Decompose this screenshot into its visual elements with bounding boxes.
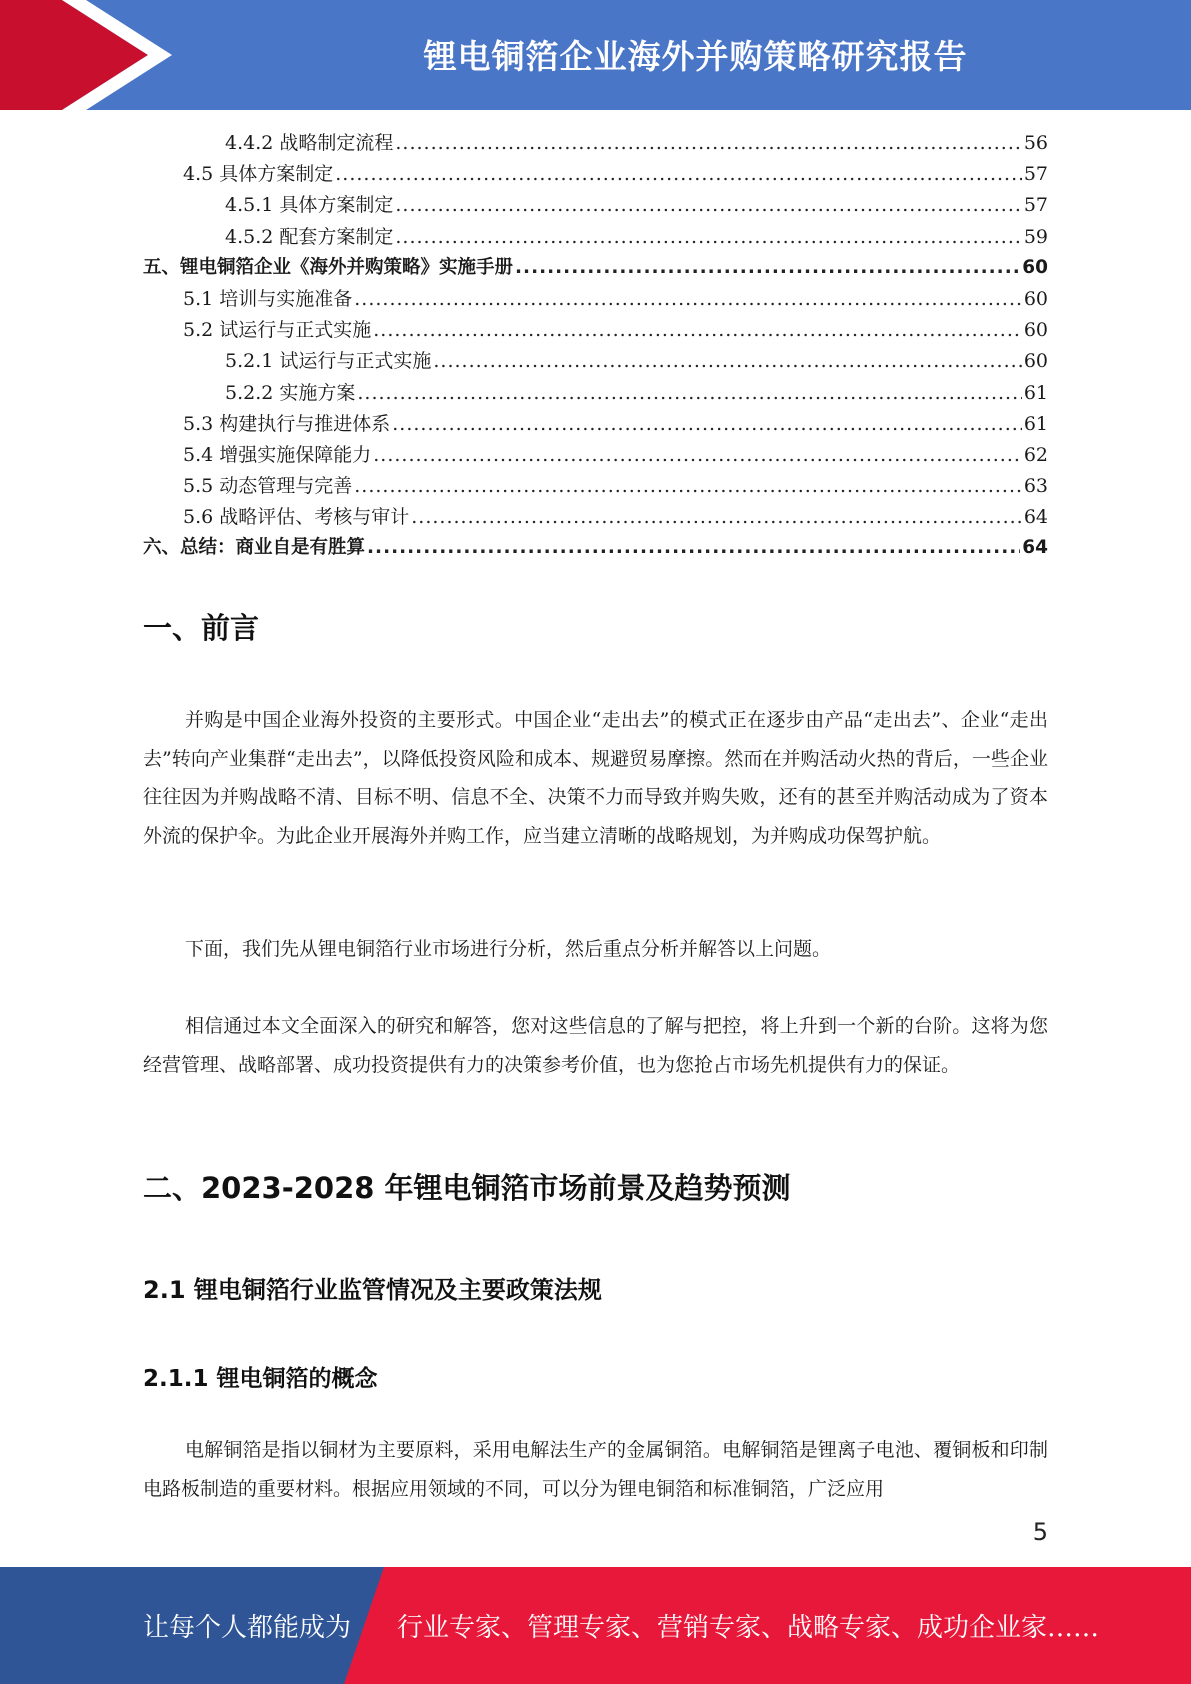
toc-dot-leader <box>433 350 1021 372</box>
footer-slogan-right: 行业专家、管理专家、营销专家、战略专家、成功企业家…… <box>397 1613 1100 1643</box>
toc-entry[interactable] <box>143 159 1048 190</box>
toc-entry[interactable] <box>143 378 1048 409</box>
toc-entry[interactable] <box>143 222 1048 253</box>
toc-entry-label: 4.5 具体方案制定 <box>183 163 334 186</box>
toc-entry-page: 60 <box>1022 256 1048 278</box>
preface-paragraph-3: 相信通过本文全面深入的研究和解答，您对这些信息的了解与把控，将上升到一个新的台阶。这将为您经营管理、战略部署、成功投资提供有力的决策参考价值，也为您抢占市场先机提供有力的保证。 <box>143 1015 1048 1076</box>
page-footer <box>0 1567 1191 1684</box>
toc-dot-leader <box>373 319 1022 341</box>
toc-entry-page: 64 <box>1022 537 1048 559</box>
toc-dot-leader <box>392 413 1022 435</box>
toc-dot-leader <box>367 537 1020 558</box>
toc-entry[interactable] <box>143 253 1048 284</box>
toc-dot-leader <box>354 288 1022 310</box>
toc-entry-page: 61 <box>1023 381 1048 404</box>
toc-entry-page: 60 <box>1023 319 1048 342</box>
toc-entry-label: 5.2.1 试运行与正式实施 <box>225 350 432 373</box>
preface-paragraph-2: 下面，我们先从锂电铜箔行业市场进行分析，然后重点分析并解答以上问题。 <box>185 938 832 960</box>
toc-entry-page: 59 <box>1023 225 1048 248</box>
toc-entry-page: 64 <box>1023 506 1048 529</box>
section-heading-market-forecast: 二、2023-2028 年锂电铜箔市场前景及趋势预测 <box>143 1171 791 1205</box>
toc-dot-leader <box>357 382 1021 404</box>
toc-entry[interactable] <box>143 533 1048 564</box>
toc-entry-label: 六、总结：商业自是有胜算 <box>143 537 366 559</box>
toc-dot-leader <box>395 132 1021 154</box>
toc-entry-page: 61 <box>1023 412 1048 435</box>
toc-entry-label: 4.5.2 配套方案制定 <box>225 225 394 248</box>
toc-entry[interactable] <box>143 284 1048 315</box>
toc-entry-label: 5.6 战略评估、考核与审计 <box>183 506 410 529</box>
subsection-heading-regulation: 2.1 锂电铜箔行业监管情况及主要政策法规 <box>143 1276 602 1304</box>
toc-entry-page: 56 <box>1023 132 1048 154</box>
toc-entry[interactable] <box>143 128 1048 159</box>
toc-entry-page: 57 <box>1023 194 1048 217</box>
toc-entry-label: 4.5.1 具体方案制定 <box>225 194 394 217</box>
table-of-contents <box>143 128 1048 565</box>
toc-entry-page: 62 <box>1023 443 1048 466</box>
toc-entry-label: 5.5 动态管理与完善 <box>183 475 353 498</box>
toc-dot-leader <box>395 226 1021 248</box>
preface-paragraph-1: 并购是中国企业海外投资的主要形式。中国企业“走出去”的模式正在逐步由产品“走出去”、企业“走出去”转向产业集群“走出去”，以降低投资风险和成本、规避贸易摩擦。然而在并购活动火热的背后，一些企业往往因为并购战略不清、目标不明、信息不全、决策不力而导致并购失败，还有的甚至并购活动成为了资本外流的保护伞。为此企业开展海外并购工作，应当建立清晰的战略规划，为并购成功保驾护航。 <box>143 709 1048 847</box>
page-number: 5 <box>1032 1518 1048 1546</box>
toc-entry-page: 60 <box>1023 287 1048 310</box>
concept-paragraph: 电解铜箔是指以铜材为主要原料，采用电解法生产的金属铜箔。电解铜箔是锂离子电池、覆铜板和印制电路板制造的重要材料。根据应用领域的不同，可以分为锂电铜箔和标准铜箔，广泛应用 <box>143 1439 1048 1500</box>
toc-dot-leader <box>354 475 1022 497</box>
toc-entry-label: 五、锂电铜箔企业《海外并购策略》实施手册 <box>143 256 514 278</box>
toc-entry-page: 63 <box>1023 475 1048 498</box>
footer-slogan-left: 让每个人都能成为 <box>143 1613 352 1643</box>
toc-entry-page: 57 <box>1023 163 1048 186</box>
toc-entry-label: 5.3 构建执行与推进体系 <box>183 412 391 435</box>
report-title: 锂电铜箔企业海外并购策略研究报告 <box>423 36 968 76</box>
subsubsection-heading-concept: 2.1.1 锂电铜箔的概念 <box>143 1366 378 1392</box>
toc-entry-label: 5.1 培训与实施准备 <box>183 287 353 310</box>
toc-dot-leader <box>373 444 1022 466</box>
toc-entry[interactable] <box>143 346 1048 377</box>
toc-entry[interactable] <box>143 440 1048 471</box>
toc-entry-page: 60 <box>1023 350 1048 373</box>
toc-entry[interactable] <box>143 471 1048 502</box>
toc-entry[interactable] <box>143 502 1048 533</box>
toc-dot-leader <box>515 257 1020 278</box>
toc-dot-leader <box>411 506 1022 528</box>
header-red-arrow <box>0 0 148 110</box>
section-heading-preface: 一、前言 <box>143 611 260 645</box>
toc-dot-leader <box>395 194 1021 216</box>
toc-entry-label: 5.2 试运行与正式实施 <box>183 319 372 342</box>
toc-entry[interactable] <box>143 409 1048 440</box>
toc-entry[interactable] <box>143 190 1048 221</box>
toc-entry-label: 4.4.2 战略制定流程 <box>225 132 394 154</box>
toc-entry[interactable] <box>143 315 1048 346</box>
toc-dot-leader <box>335 163 1022 185</box>
page-header <box>0 0 1191 110</box>
toc-entry-label: 5.2.2 实施方案 <box>225 381 356 404</box>
toc-entry-label: 5.4 增强实施保障能力 <box>183 443 372 466</box>
